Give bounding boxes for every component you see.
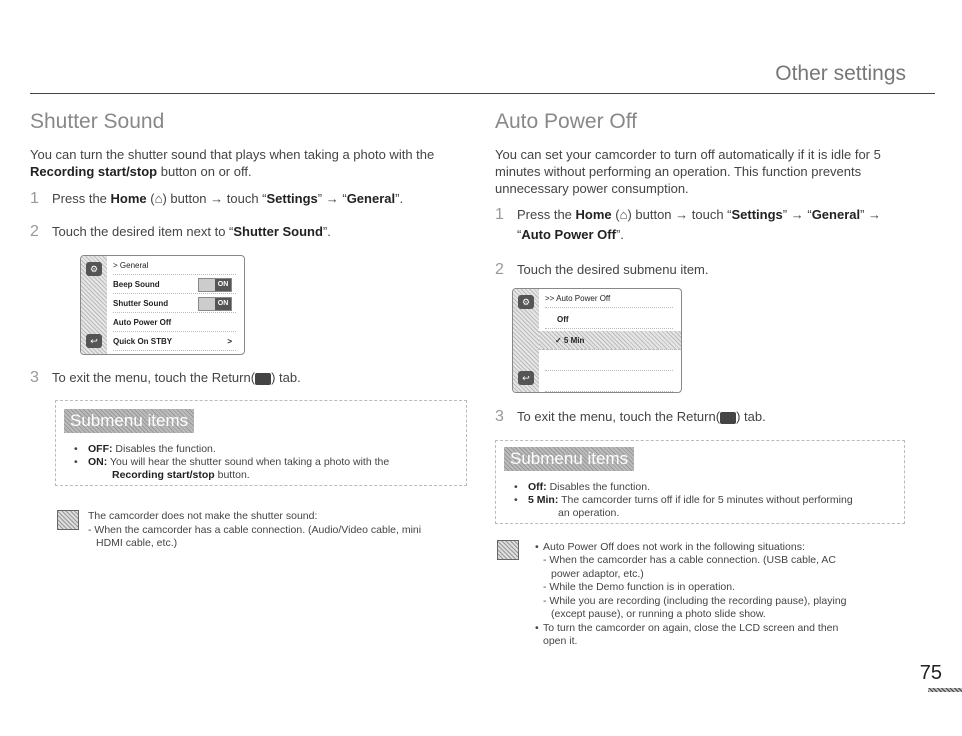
step-number: 2 (30, 223, 39, 240)
shutter-note (88, 510, 468, 551)
note-line: (except pause), or running a photo slide show. (551, 608, 766, 620)
text: ) tab. (736, 409, 766, 424)
screen-row (113, 294, 236, 313)
apo-note (525, 541, 905, 648)
text-bold: Recording start/stop (112, 469, 215, 481)
text: Touch the desired item next to “ (52, 224, 234, 239)
text: The camcorder turns off if idle for 5 minutes without performing (558, 494, 853, 506)
text: Press the (517, 207, 576, 222)
shutter-step-1 (30, 189, 403, 209)
toggle-label: ON (215, 279, 231, 291)
submenu-item (64, 443, 458, 456)
text-bold: General (811, 207, 861, 222)
text: To turn the camcorder on again, close the LCD screen and then (543, 621, 839, 634)
screen-row (113, 332, 236, 351)
menu-icon: ⚙ (86, 262, 102, 276)
text-bold: Home (110, 191, 147, 206)
text: button on or off. (157, 164, 252, 179)
note-line: - When the camcorder has a cable connection. (Audio/Video cable, mini (88, 523, 422, 536)
step-number: 2 (495, 261, 504, 278)
text: “ (517, 227, 522, 242)
menu-icon: ⚙ (518, 295, 534, 309)
text: You can turn the shutter sound that plays when taking a photo with the (30, 147, 435, 162)
apo-step-1 (495, 205, 905, 245)
header-divider (30, 93, 935, 94)
screen-row-selected: ✓ 5 Min (539, 331, 681, 350)
text-bold: General (346, 191, 396, 206)
note-bullet (525, 541, 905, 554)
toggle-label: ON (215, 298, 231, 310)
submenu-badge: Submenu items (64, 409, 194, 433)
submenu-item (64, 456, 458, 482)
text: To exit the menu, touch the Return( (517, 409, 721, 424)
apo-menu-screenshot (512, 288, 682, 393)
text: ” → (860, 207, 882, 222)
text-bold: Off: (528, 481, 547, 493)
text: Disables the function. (112, 443, 216, 455)
note-bullet (525, 622, 905, 635)
shutter-submenu-box (55, 400, 467, 486)
submenu-item (504, 494, 896, 520)
shutter-menu-screenshot (80, 255, 245, 355)
screen-row (113, 275, 236, 294)
screen-sidebar (81, 256, 107, 354)
submenu-badge: Submenu items (504, 447, 634, 471)
chevron-right-icon: > (227, 337, 232, 346)
screen-row (113, 313, 236, 332)
note-line: - While the Demo function is in operation. (543, 581, 736, 593)
text: (⌂) button → touch “ (146, 191, 267, 206)
text: Press the (52, 191, 111, 206)
screen-row-empty (545, 373, 673, 392)
text-bold: Home (575, 207, 612, 222)
return-icon (255, 373, 271, 385)
toggle (198, 278, 232, 292)
step-number: 3 (495, 408, 504, 425)
note-line: power adaptor, etc.) (551, 567, 644, 580)
return-icon: ↩ (86, 334, 102, 348)
screen-row-empty (545, 352, 673, 371)
text: Auto Power Off does not work in the following situations: (543, 541, 805, 553)
submenu-item (504, 481, 896, 494)
shutter-step-2 (30, 222, 331, 242)
row-label: Quick On STBY (113, 337, 173, 346)
return-icon (720, 412, 736, 424)
text: Disables the function. (546, 481, 650, 493)
shutter-sound-title: Shutter Sound (30, 110, 165, 133)
note-line: open it. (543, 634, 578, 647)
text-bold: Settings (731, 207, 783, 222)
auto-power-off-title: Auto Power Off (495, 110, 638, 133)
text: ” → “ (782, 207, 812, 222)
text-bold: Auto Power Off (521, 227, 616, 242)
text: ) tab. (271, 370, 301, 385)
text: ”. (395, 191, 404, 206)
text-bold: Settings (266, 191, 318, 206)
note-line: The camcorder does not make the shutter sound: (88, 510, 318, 522)
text: an operation. (558, 507, 620, 519)
text: Touch the desired submenu item. (517, 262, 709, 277)
apo-intro: You can set your camcorder to turn off automatically if it is idle for 5 minutes without performing an operation. This function prevents unnecessary power consumption. (495, 147, 881, 196)
step-number: 1 (495, 206, 504, 223)
row-label: Shutter Sound (113, 299, 169, 308)
section-header: Other settings (775, 62, 906, 85)
note-icon (57, 510, 79, 530)
text: (⌂) button → touch “ (611, 207, 732, 222)
note-line: - When the camcorder has a cable connection. (USB cable, AC (543, 554, 836, 566)
row-label: Auto Power Off (113, 318, 172, 327)
text: You will hear the shutter sound when taking a photo with the (107, 456, 390, 468)
page-number-bar (928, 688, 962, 692)
screen-row: Off (545, 310, 673, 329)
apo-step-3 (495, 407, 766, 427)
screen-sidebar (513, 289, 539, 392)
return-icon: ↩ (518, 371, 534, 385)
shutter-step-3 (30, 368, 301, 388)
screen-path: > General (113, 256, 236, 275)
text-bold: Shutter Sound (233, 224, 323, 239)
step-number: 3 (30, 369, 39, 386)
apo-step-2 (495, 260, 709, 280)
text-bold: Recording start/stop (30, 164, 158, 179)
text: button. (214, 469, 250, 481)
text-bold: 5 Min: (528, 494, 559, 506)
page-number: 75 (919, 662, 942, 684)
step-number: 1 (30, 190, 39, 207)
text-bold: ON: (88, 456, 108, 468)
text: To exit the menu, touch the Return( (52, 370, 256, 385)
apo-submenu-box (495, 440, 905, 524)
text: ” → “ (317, 191, 347, 206)
note-icon (497, 540, 519, 560)
shutter-intro (30, 146, 465, 180)
text-bold: OFF: (88, 443, 113, 455)
note-line: - While you are recording (including the recording pause), playing (543, 594, 847, 607)
screen-path: >> Auto Power Off (545, 289, 673, 308)
row-label: Beep Sound (113, 280, 160, 289)
text: ”. (615, 227, 624, 242)
toggle (198, 297, 232, 311)
note-line: HDMI cable, etc.) (96, 537, 178, 549)
text: ”. (322, 224, 331, 239)
